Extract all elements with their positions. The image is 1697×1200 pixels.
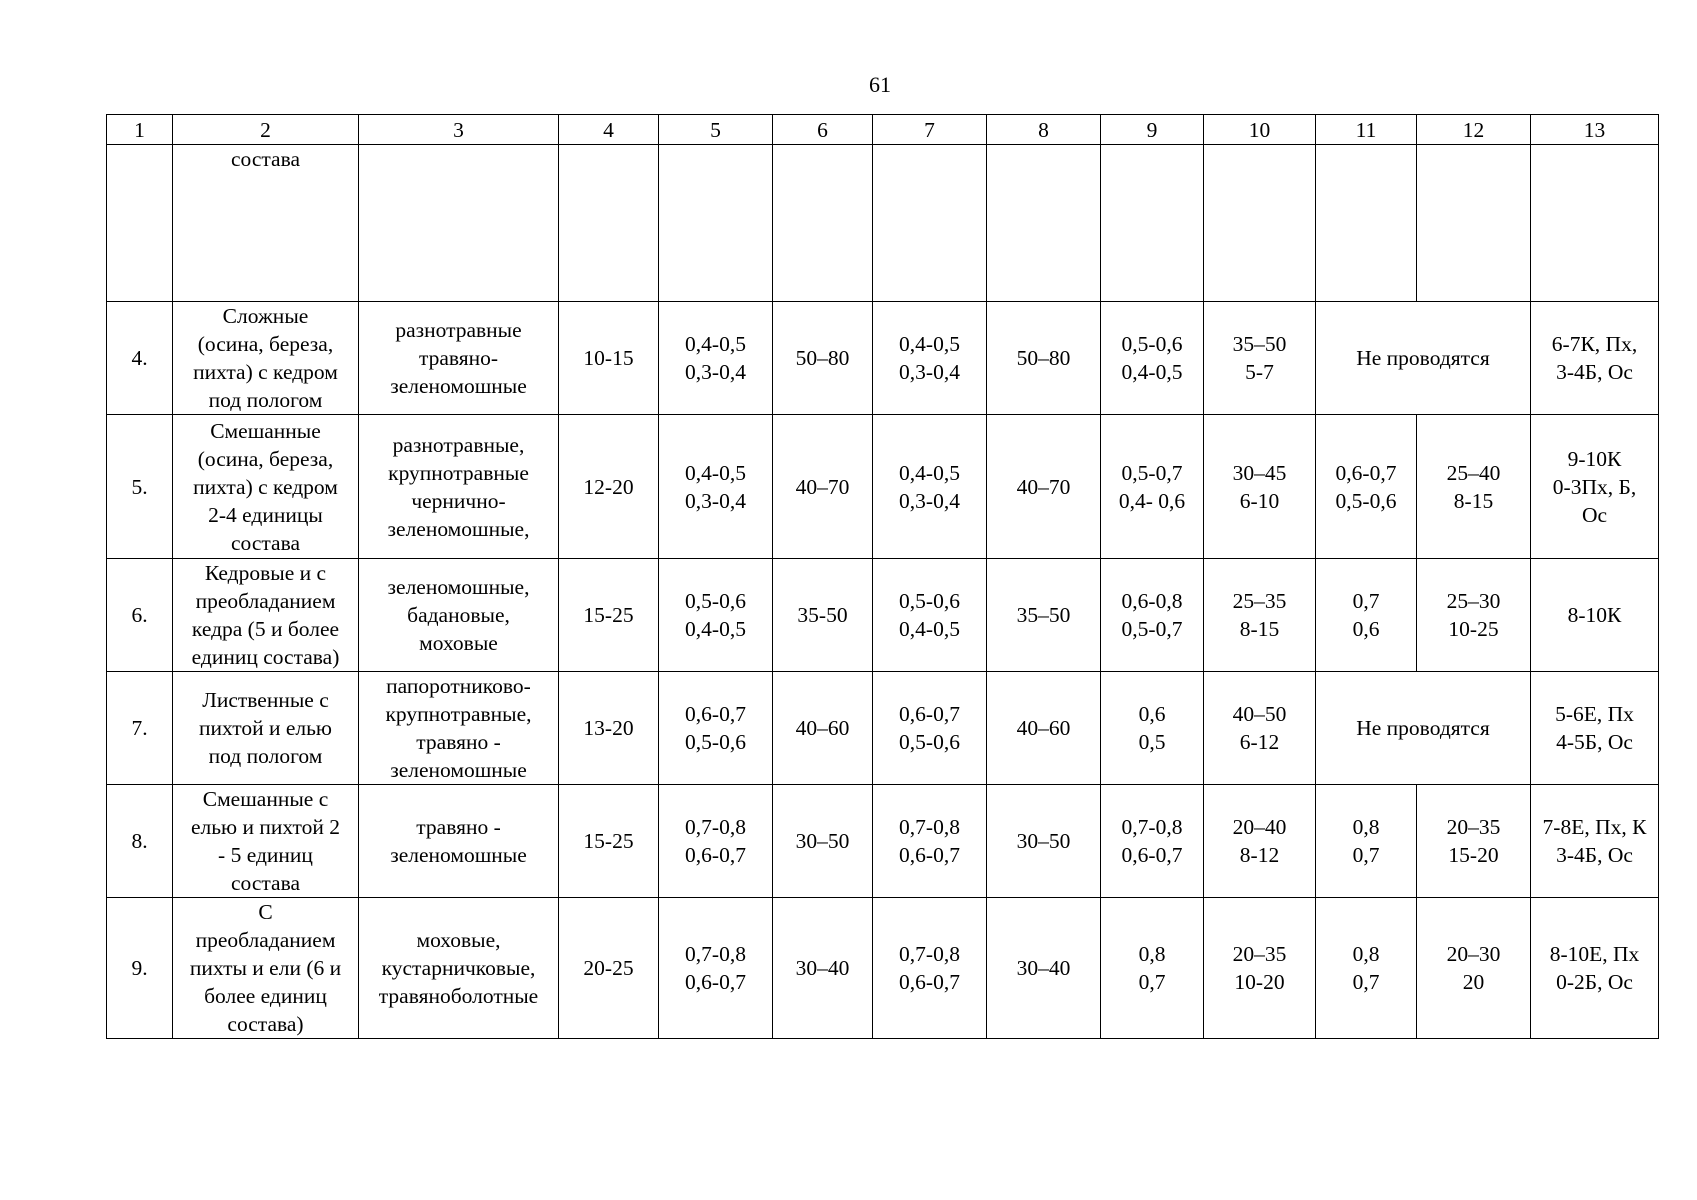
col12-cell: 20–30 20 (1417, 898, 1531, 1039)
col11-cell: 0,8 0,7 (1316, 898, 1417, 1039)
col13-cell: 6-7К, Пх, 3-4Б, Ос (1531, 302, 1659, 415)
column-number: 8 (987, 115, 1101, 145)
table-cell (659, 145, 773, 302)
column-number: 2 (173, 115, 359, 145)
col4-cell: 15-25 (559, 559, 659, 672)
col8-cell: 35–50 (987, 559, 1101, 672)
table-cell (987, 145, 1101, 302)
group-cell: С преобладанием пихты и ели (6 и более единиц состава) (173, 898, 359, 1039)
col6-cell: 40–70 (773, 415, 873, 559)
group-cell: Сложные (осина, береза, пихта) с кедром под пологом (173, 302, 359, 415)
column-number: 6 (773, 115, 873, 145)
row-number-cell: 4. (107, 302, 173, 415)
col4-cell: 10-15 (559, 302, 659, 415)
forest-type-cell: травяно - зеленомошные (359, 785, 559, 898)
merged-col11-12-cell: Не проводятся (1316, 302, 1531, 415)
table-cell (873, 145, 987, 302)
col10-cell: 20–35 10-20 (1204, 898, 1316, 1039)
col7-cell: 0,4-0,5 0,3-0,4 (873, 302, 987, 415)
page-number: 61 (869, 72, 891, 97)
col5-cell: 0,7-0,8 0,6-0,7 (659, 785, 773, 898)
table-cell (1101, 145, 1204, 302)
col6-cell: 30–50 (773, 785, 873, 898)
col6-cell: 40–60 (773, 672, 873, 785)
column-number: 9 (1101, 115, 1204, 145)
col10-cell: 30–45 6-10 (1204, 415, 1316, 559)
group-cell: Смешанные (осина, береза, пихта) с кедром 2-4 единицы состава (173, 415, 359, 559)
col9-cell: 0,6-0,8 0,5-0,7 (1101, 559, 1204, 672)
table-cell (359, 145, 559, 302)
col11-cell: 0,8 0,7 (1316, 785, 1417, 898)
col12-cell: 25–40 8-15 (1417, 415, 1531, 559)
row-number-cell: 7. (107, 672, 173, 785)
col8-cell: 40–70 (987, 415, 1101, 559)
col5-cell: 0,5-0,6 0,4-0,5 (659, 559, 773, 672)
table-cell (107, 145, 173, 302)
forest-type-cell: моховые, кустарничковые, травяноболотные (359, 898, 559, 1039)
continuation-row (107, 145, 1659, 302)
table-cell (1417, 145, 1531, 302)
column-number-row (107, 115, 1659, 145)
col7-cell: 0,7-0,8 0,6-0,7 (873, 785, 987, 898)
column-number: 13 (1531, 115, 1659, 145)
table-row (107, 898, 1659, 1039)
col11-cell: 0,7 0,6 (1316, 559, 1417, 672)
forest-type-cell: разнотравные травяно- зеленомошные (359, 302, 559, 415)
table-cell (1531, 145, 1659, 302)
col13-cell: 5-6Е, Пх 4-5Б, Ос (1531, 672, 1659, 785)
col4-cell: 20-25 (559, 898, 659, 1039)
group-cell: состава (173, 145, 359, 302)
col8-cell: 40–60 (987, 672, 1101, 785)
col8-cell: 50–80 (987, 302, 1101, 415)
col13-cell: 7-8Е, Пх, К 3-4Б, Ос (1531, 785, 1659, 898)
column-number: 7 (873, 115, 987, 145)
col6-cell: 30–40 (773, 898, 873, 1039)
col7-cell: 0,7-0,8 0,6-0,7 (873, 898, 987, 1039)
row-number-cell: 9. (107, 898, 173, 1039)
table-cell (773, 145, 873, 302)
col7-cell: 0,5-0,6 0,4-0,5 (873, 559, 987, 672)
column-number: 10 (1204, 115, 1316, 145)
table-row (107, 302, 1659, 415)
column-number: 11 (1316, 115, 1417, 145)
table-cell (559, 145, 659, 302)
table-cell (1316, 145, 1417, 302)
col5-cell: 0,6-0,7 0,5-0,6 (659, 672, 773, 785)
col6-cell: 35-50 (773, 559, 873, 672)
col12-cell: 25–30 10-25 (1417, 559, 1531, 672)
group-cell: Смешанные с елью и пихтой 2 - 5 единиц состава (173, 785, 359, 898)
table-row (107, 415, 1659, 559)
col13-cell: 9-10К 0-3Пх, Б, Ос (1531, 415, 1659, 559)
col13-cell: 8-10К (1531, 559, 1659, 672)
column-number: 5 (659, 115, 773, 145)
col10-cell: 40–50 6-12 (1204, 672, 1316, 785)
column-number: 1 (107, 115, 173, 145)
column-number: 3 (359, 115, 559, 145)
row-number-cell: 5. (107, 415, 173, 559)
forest-table (106, 114, 1659, 1039)
table-cell (1204, 145, 1316, 302)
forest-type-cell: разнотравные, крупнотравные чернично- зеленомошные, (359, 415, 559, 559)
table-row (107, 785, 1659, 898)
col9-cell: 0,5-0,7 0,4- 0,6 (1101, 415, 1204, 559)
group-cell: Лиственные с пихтой и елью под пологом (173, 672, 359, 785)
col13-cell: 8-10Е, Пх 0-2Б, Ос (1531, 898, 1659, 1039)
table-row (107, 672, 1659, 785)
col8-cell: 30–40 (987, 898, 1101, 1039)
forest-type-cell: зеленомошные, бадановые, моховые (359, 559, 559, 672)
group-cell: Кедровые и с преобладанием кедра (5 и более единиц состава) (173, 559, 359, 672)
col10-cell: 20–40 8-12 (1204, 785, 1316, 898)
col6-cell: 50–80 (773, 302, 873, 415)
col5-cell: 0,4-0,5 0,3-0,4 (659, 302, 773, 415)
col4-cell: 15-25 (559, 785, 659, 898)
column-number: 4 (559, 115, 659, 145)
col9-cell: 0,5-0,6 0,4-0,5 (1101, 302, 1204, 415)
row-number-cell: 6. (107, 559, 173, 672)
col7-cell: 0,4-0,5 0,3-0,4 (873, 415, 987, 559)
col5-cell: 0,4-0,5 0,3-0,4 (659, 415, 773, 559)
col12-cell: 20–35 15-20 (1417, 785, 1531, 898)
col10-cell: 25–35 8-15 (1204, 559, 1316, 672)
col4-cell: 13-20 (559, 672, 659, 785)
col10-cell: 35–50 5-7 (1204, 302, 1316, 415)
col9-cell: 0,8 0,7 (1101, 898, 1204, 1039)
col4-cell: 12-20 (559, 415, 659, 559)
col5-cell: 0,7-0,8 0,6-0,7 (659, 898, 773, 1039)
row-number-cell: 8. (107, 785, 173, 898)
merged-col11-12-cell: Не проводятся (1316, 672, 1531, 785)
column-number: 12 (1417, 115, 1531, 145)
col11-cell: 0,6-0,7 0,5-0,6 (1316, 415, 1417, 559)
col9-cell: 0,6 0,5 (1101, 672, 1204, 785)
col7-cell: 0,6-0,7 0,5-0,6 (873, 672, 987, 785)
col8-cell: 30–50 (987, 785, 1101, 898)
forest-type-cell: папоротниково- крупнотравные, травяно - зеленомошные (359, 672, 559, 785)
col9-cell: 0,7-0,8 0,6-0,7 (1101, 785, 1204, 898)
table-row (107, 559, 1659, 672)
